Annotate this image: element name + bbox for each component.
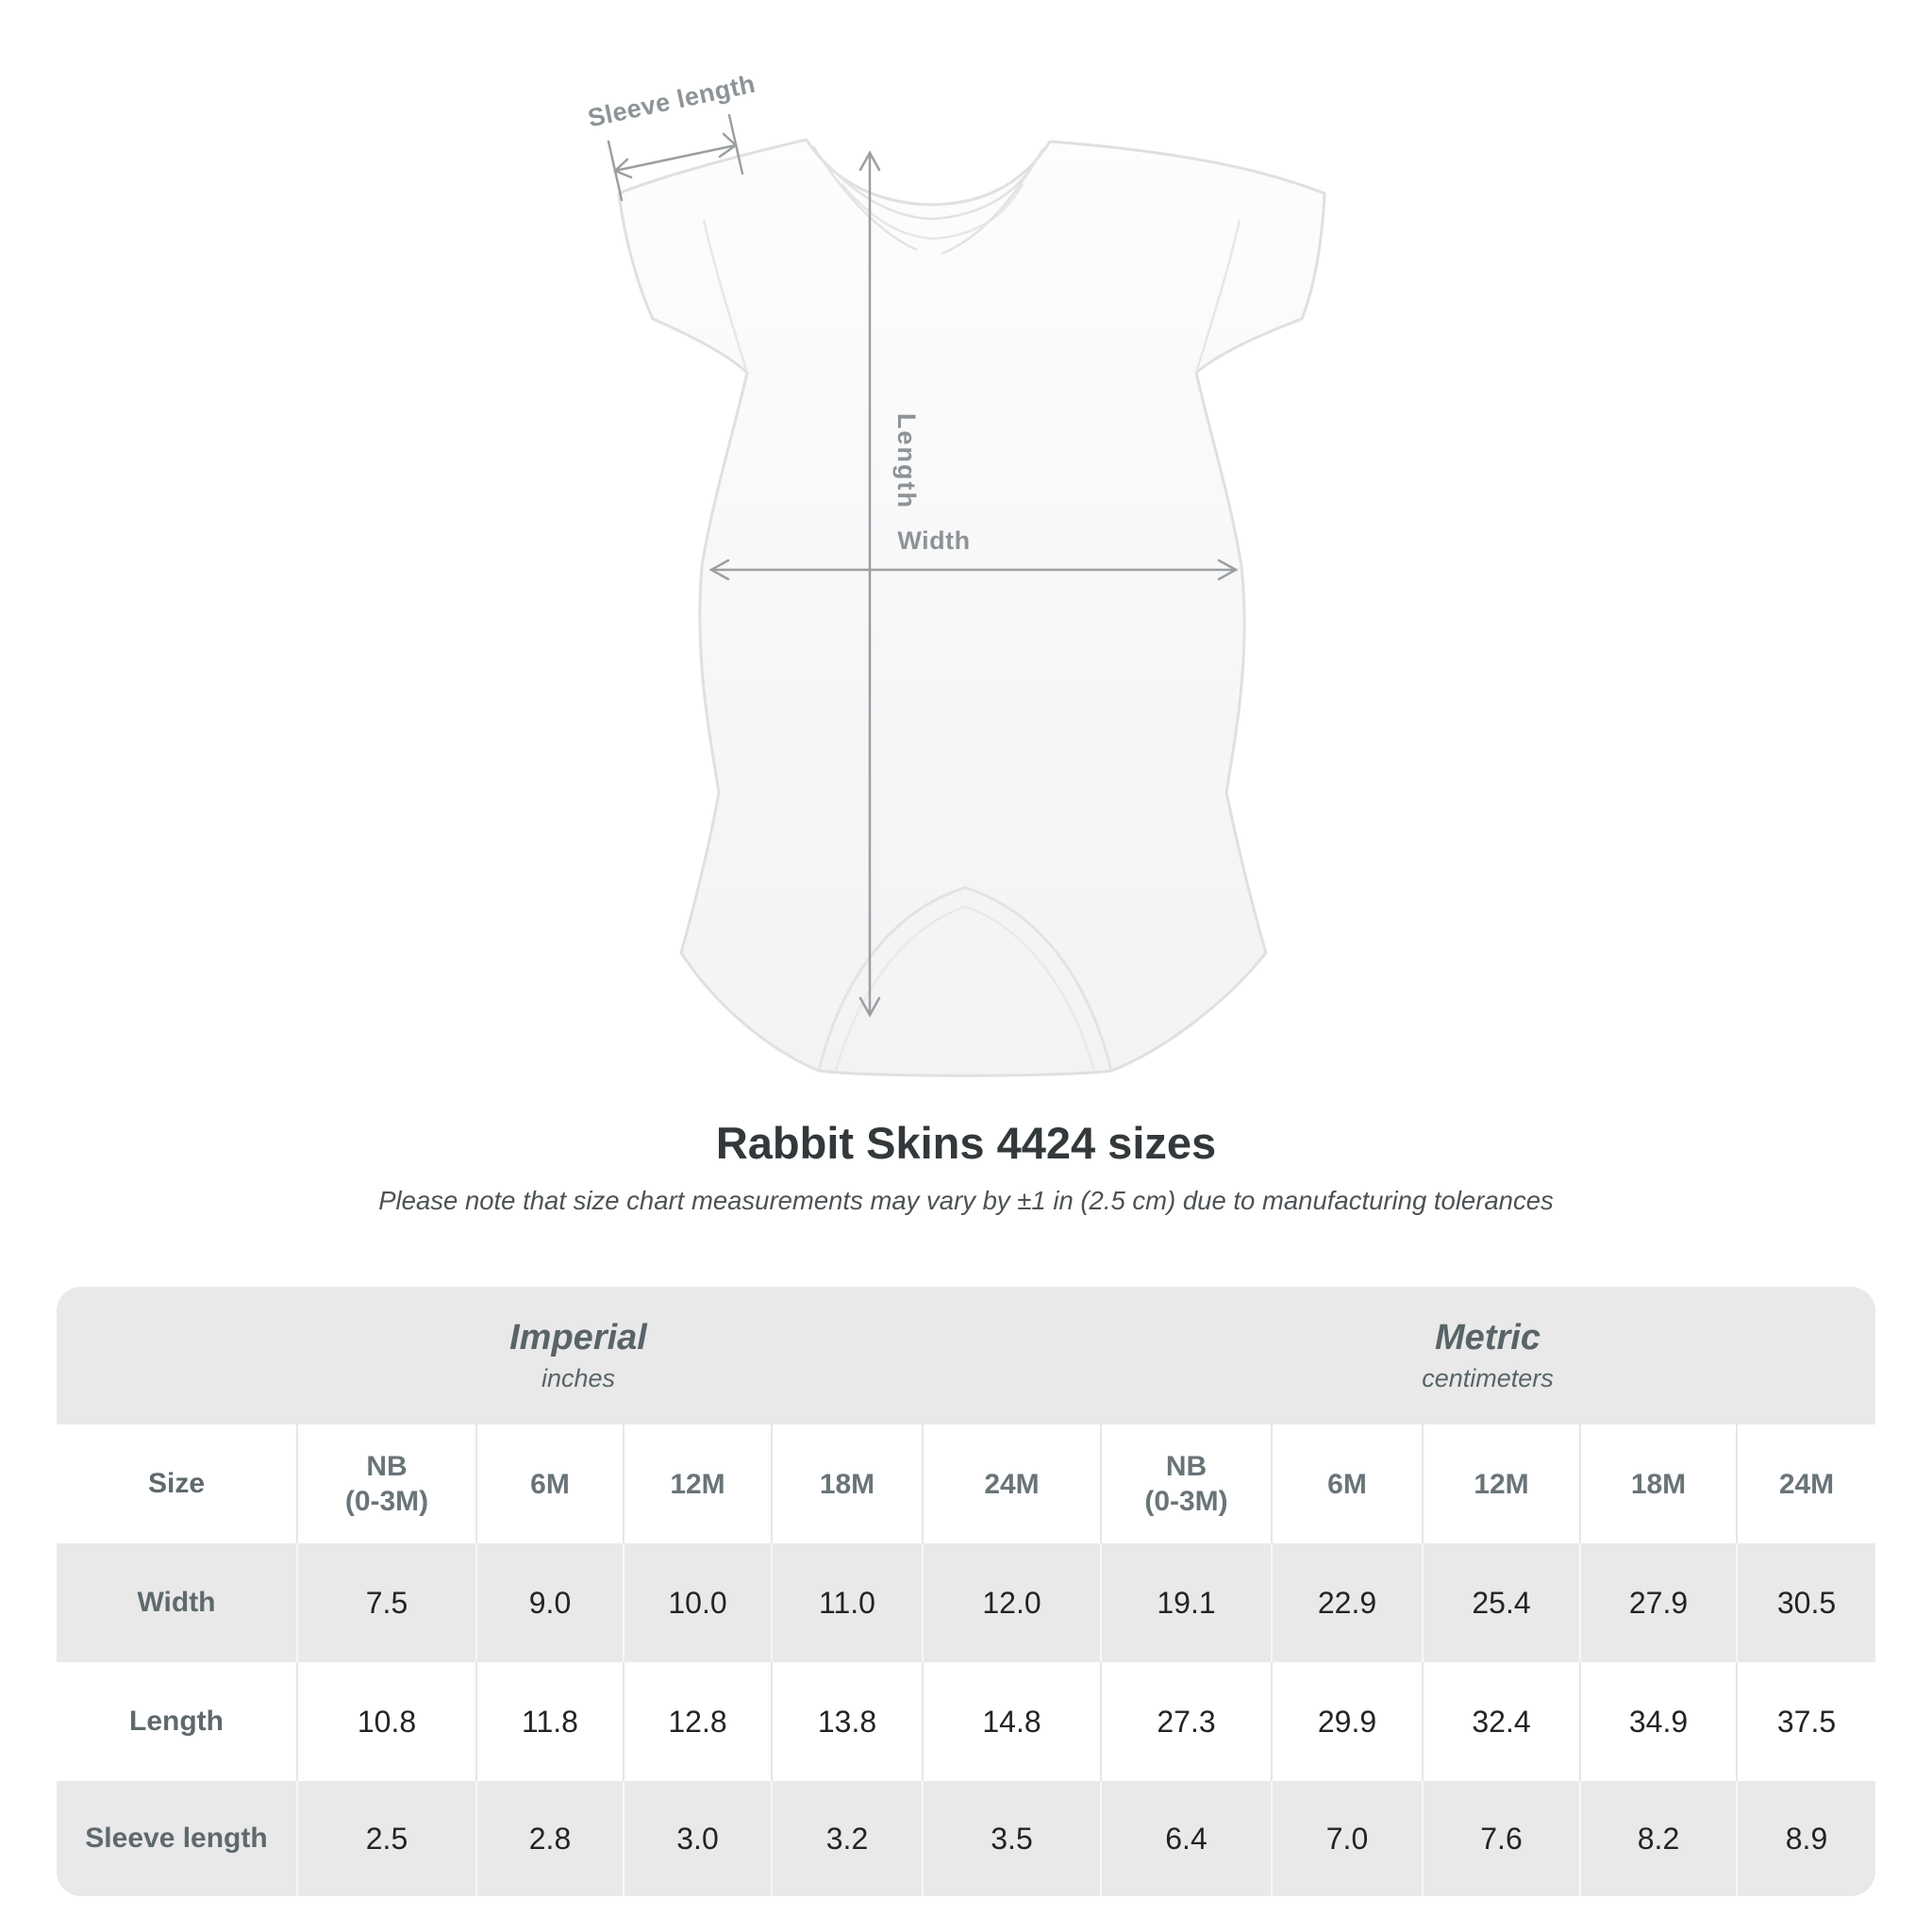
table-cell: 7.5 xyxy=(296,1543,475,1662)
table-cell: 12.0 xyxy=(922,1543,1100,1662)
table-cell: 37.5 xyxy=(1736,1662,1875,1781)
table-cell: 9.0 xyxy=(475,1543,623,1662)
row-label-length: Length xyxy=(129,1706,224,1737)
metric-group-unit: centimeters xyxy=(1422,1364,1554,1392)
column-header-imperial-12m xyxy=(623,1424,771,1543)
size-header-row xyxy=(57,1424,1875,1543)
table-cell: 13.8 xyxy=(771,1662,922,1781)
column-header-label: NB xyxy=(1165,1451,1208,1482)
column-header-sub: (0-3M) xyxy=(1144,1486,1228,1517)
sleeve-length-label: Sleeve length xyxy=(585,69,758,133)
column-header-label: 6M xyxy=(1327,1468,1367,1500)
table-cell: 3.5 xyxy=(922,1781,1100,1896)
title-block xyxy=(0,1118,1932,1219)
column-header-metric-24m xyxy=(1736,1424,1875,1543)
column-header-metric-nb xyxy=(1100,1424,1271,1543)
column-header-metric-6m xyxy=(1271,1424,1422,1543)
metric-group-header xyxy=(1100,1287,1875,1424)
width-row xyxy=(57,1543,1875,1662)
width-label: Width xyxy=(897,526,971,555)
table-cell: 10.8 xyxy=(296,1662,475,1781)
table-cell: 12.8 xyxy=(623,1662,771,1781)
table-cell: 27.9 xyxy=(1579,1543,1736,1662)
row-label-sleeve-length: Sleeve length xyxy=(85,1823,268,1854)
length-label: Length xyxy=(892,413,921,509)
column-header-imperial-24m xyxy=(922,1424,1100,1543)
table-cell: 27.3 xyxy=(1100,1662,1271,1781)
table-cell: 3.0 xyxy=(623,1781,771,1896)
column-header-imperial-18m xyxy=(771,1424,922,1543)
table-cell: 8.9 xyxy=(1736,1781,1875,1896)
column-header-sub: (0-3M) xyxy=(344,1486,429,1517)
column-header-label: 18M xyxy=(1630,1468,1687,1500)
column-header-imperial-nb xyxy=(296,1424,475,1543)
table-cell: 2.8 xyxy=(475,1781,623,1896)
table-cell: 6.4 xyxy=(1100,1781,1271,1896)
table-cell: 7.0 xyxy=(1271,1781,1422,1896)
table-cell: 29.9 xyxy=(1271,1662,1422,1781)
table-cell: 10.0 xyxy=(623,1543,771,1662)
size-table xyxy=(57,1287,1875,1896)
imperial-group-name: Imperial xyxy=(509,1318,647,1357)
column-header-label: 24M xyxy=(984,1468,1040,1500)
table-cell: 7.6 xyxy=(1422,1781,1579,1896)
length-row xyxy=(57,1662,1875,1781)
table-cell: 2.5 xyxy=(296,1781,475,1896)
sleeve-arrow xyxy=(615,145,736,171)
unit-header-band xyxy=(57,1287,1875,1424)
metric-group-name: Metric xyxy=(1435,1318,1541,1357)
column-header-imperial-6m xyxy=(475,1424,623,1543)
column-header-label: NB xyxy=(366,1451,408,1482)
table-cell: 3.2 xyxy=(771,1781,922,1896)
table-cell: 11.0 xyxy=(771,1543,922,1662)
table-cell: 25.4 xyxy=(1422,1543,1579,1662)
page-title: Rabbit Skins 4424 sizes xyxy=(715,1118,1217,1168)
column-header-label: 12M xyxy=(670,1468,725,1500)
column-header-label: 18M xyxy=(819,1468,875,1500)
table-cell: 22.9 xyxy=(1271,1543,1422,1662)
sleeve-tick-right xyxy=(729,115,742,174)
table-cell: 30.5 xyxy=(1736,1543,1875,1662)
imperial-group-unit: inches xyxy=(541,1364,616,1392)
imperial-group-header xyxy=(57,1287,1100,1424)
table-cell: 14.8 xyxy=(922,1662,1100,1781)
row-label-width: Width xyxy=(137,1587,216,1618)
column-header-label: 6M xyxy=(530,1468,570,1500)
table-cell: 19.1 xyxy=(1100,1543,1271,1662)
column-header-metric-18m xyxy=(1579,1424,1736,1543)
column-header-label: 24M xyxy=(1778,1468,1835,1500)
column-header-metric-12m xyxy=(1422,1424,1579,1543)
page-subtitle: Please note that size chart measurements may vary by ±1 in (2.5 cm) due to manufacturing tolerances xyxy=(378,1186,1554,1215)
size-label: Size xyxy=(147,1468,206,1499)
table-cell: 34.9 xyxy=(1579,1662,1736,1781)
column-header-label: 12M xyxy=(1474,1468,1529,1500)
table-cell: 11.8 xyxy=(475,1662,623,1781)
table-cell: 8.2 xyxy=(1579,1781,1736,1896)
table-cell: 32.4 xyxy=(1422,1662,1579,1781)
sleeve-length-row xyxy=(57,1781,1875,1896)
